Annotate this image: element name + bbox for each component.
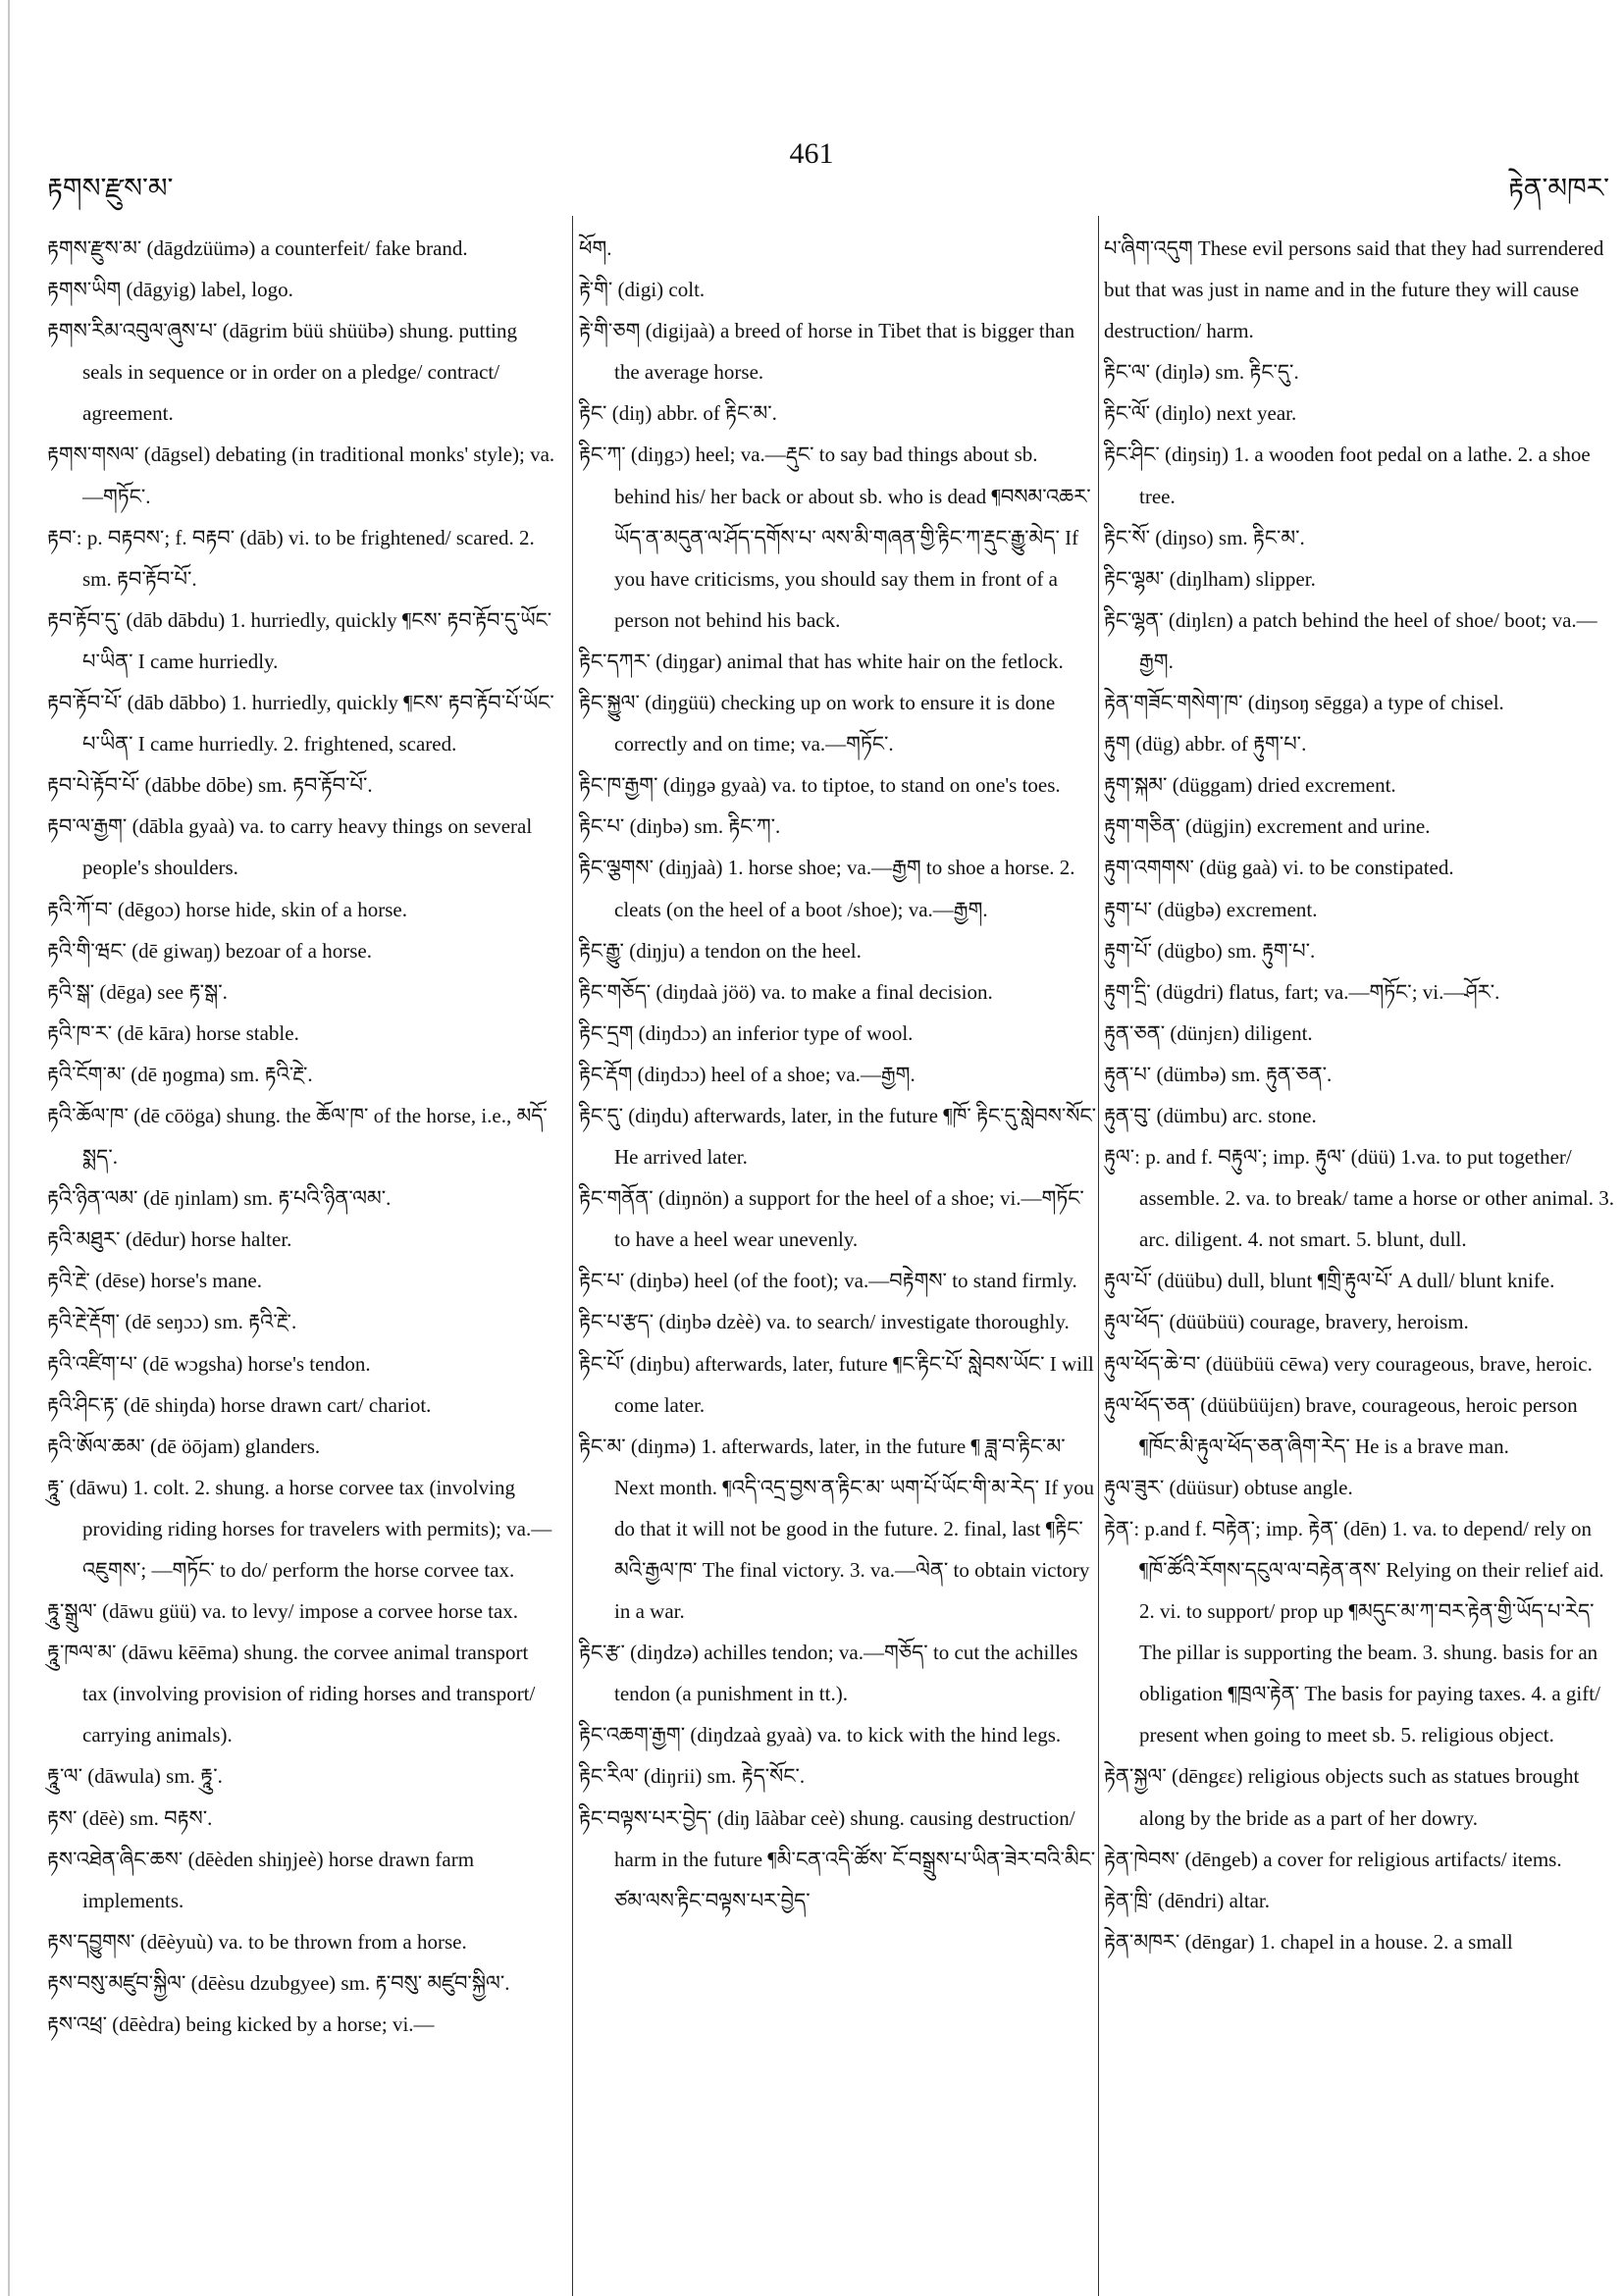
dictionary-entry: ཕོག.: [579, 236, 612, 260]
dictionary-entry: རྟུན་བུ་ (dümbu) arc. stone.: [1104, 1103, 1317, 1127]
dictionary-entry: རྟའི་འཛིག་པ་ (dē wɔgsha) horse's tendon.: [47, 1351, 371, 1376]
dictionary-entry: རྟུག་གཅིན་ (dügjin) excrement and urine.: [1104, 814, 1431, 839]
dictionary-entry: རྟུན་ཅན་ (dünjɛn) diligent.: [1104, 1020, 1313, 1045]
dictionary-entry: རྟིང་རྩ་ (diŋdzə) achilles tendon; va.—གཅོད་ to cut the achilles tendon (a punishment in tt.).: [579, 1641, 1078, 1706]
dictionary-entry: རྟའི་ཁ་ར་ (dē kāra) horse stable.: [47, 1020, 299, 1045]
dictionary-entry: རྟུལ་པོ་ (düübu) dull, blunt ¶གྲི་རྟུལ་པོ་ A dull/ blunt knife.: [1104, 1269, 1555, 1293]
dictionary-entry: རྟེན་ཁྲི་ (dēndri) altar.: [1104, 1888, 1270, 1912]
dictionary-entry: རྟུལ་ཟུར་ (düüsur) obtuse angle.: [1104, 1475, 1353, 1499]
column-divider: [1098, 216, 1099, 2296]
dictionary-entry: རྟིང་རྒྱུ་ (diŋju) a tendon on the heel.: [579, 938, 862, 963]
dictionary-entry: རྟབ་: p. བརྟབས་; f. བརྟབ་ (dāb) vi. to be frightened/ scared. 2. sm. རྟབ་རྟོབ་པོ་.: [47, 525, 535, 591]
dictionary-entry: རྟའི་ཉིན་ལམ་ (dē ŋinlam) sm. རྟ་པའི་ཉིན་ལམ་.: [47, 1186, 392, 1211]
dictionary-entry: རྟིང་ལ་ (diŋlə) sm. རྟིང་དུ་.: [1104, 360, 1299, 385]
dictionary-entry: རྟུན་པ་ (dümbə) sm. རྟུན་ཅན་.: [1104, 1062, 1333, 1086]
dictionary-entry: རྟིང་ཀ་ (diŋgɔ) heel; va.—རྡུང་ to say bad things about sb. behind his/ her back or about sb. who is dead ¶བསམ་འཆར་ཡོད་ན་མདུན་ལ་ཤོད་དགོས་པ་ ལས་མི་གཞན་གྱི་རྟིང་ཀ་རྡུང་རྒྱུ་མེད་ If you have criticisms, you should say them in front of a person not behind his back.: [579, 443, 1091, 632]
dictionary-entry: རྟེན་ཁེབས་ (dēngeb) a cover for religious artifacts/ items.: [1104, 1847, 1562, 1871]
dictionary-entry: རྟའི་མཐུར་ (dēdur) horse halter.: [47, 1227, 292, 1252]
dictionary-entry: རྟིང་ལོ་ (diŋlo) next year.: [1104, 401, 1297, 426]
dictionary-column-3: [1104, 228, 1614, 1962]
dictionary-entry: རྟས་འཐེན་ཞིང་ཆས་ (dēèden shiŋjeè) horse drawn farm implements.: [47, 1847, 475, 1912]
dictionary-entry: རྟབ་རྟོབ་པོ་ (dāb dābbo) 1. hurriedly, quickly ¶ངས་ རྟབ་རྟོབ་པོ་ཡོང་པ་ཡིན་ I came hurriedly. 2. frightened, scared.: [47, 691, 554, 757]
dictionary-entry: རྟིང་ཤིང་ (diŋsiŋ) 1. a wooden foot pedal on a lathe. 2. a shoe tree.: [1104, 443, 1591, 508]
running-head-right: རྟེན་མཁར་: [1507, 172, 1609, 204]
dictionary-entry: རྟའི་ངོག་མ་ (dē ŋogma) sm. རྟའི་རྔེ་.: [47, 1062, 313, 1086]
dictionary-entry: རྟའི་ཤིང་རྟ་ (dē shiŋda) horse drawn cart/ chariot.: [47, 1392, 432, 1417]
dictionary-entry: རྟགས་གསལ་ (dāgsel) debating (in traditional monks' style); va.—གཏོང་.: [47, 443, 555, 508]
dictionary-entry: རྟིང་རིལ་ (diŋrii) sm. རྟེད་སོང་.: [579, 1764, 806, 1789]
dictionary-column-2: [579, 228, 1097, 1921]
dictionary-entry: རྟིང་ལྕགས་ (diŋjaà) 1. horse shoe; va.—རྒྱག to shoe a horse. 2. cleats (on the heel of a boot /shoe); va.—རྒྱག.: [579, 856, 1075, 921]
dictionary-entry: རྟས་འཕྲ་ (dēèdra) being kicked by a horse; vi.—: [47, 2012, 435, 2037]
dictionary-entry: རྟིང་ཁ་རྒྱག་ (diŋgə gyaà) va. to tiptoe, to stand on one's toes.: [579, 773, 1061, 798]
dictionary-entry: རྟགས་ཡིག (dāgyig) label, logo.: [47, 278, 293, 302]
dictionary-entry: རྟུག་པོ་ (dügbo) sm. རྟུག་པ་.: [1104, 938, 1316, 963]
dictionary-entry: རྟིང་གཅོད་ (diŋdaà jöö) va. to make a final decision.: [579, 979, 993, 1004]
dictionary-entry: རྟིང་ལྷན་ (diŋlɛn) a patch behind the heel of shoe/ boot; va.—རྒྱག.: [1104, 607, 1597, 673]
dictionary-entry: རྟིང་པ་རྩད་ (diŋbə dzèè) va. to search/ investigate thoroughly.: [579, 1310, 1070, 1334]
dictionary-entry: རྟུག་འགགས་ (düg gaà) vi. to be constipated.: [1104, 856, 1454, 880]
dictionary-entry: རྟགས་རིམ་འབུལ་ཞུས་པ་ (dāgrim büü shüübə) shung. putting seals in sequence or in order on a pledge/ contract/ agreement.: [47, 319, 517, 426]
dictionary-entry: རྟེན་གཟོང་གསེག་ཁ་ (diŋsoŋ sēgga) a type of chisel.: [1104, 691, 1504, 715]
dictionary-entry: རྟེན་མཁར་ (dēngar) 1. chapel in a house. 2. a small: [1104, 1929, 1513, 1954]
dictionary-entry: རྟིང་པ་ (diŋbə) sm. རྟིང་ཀ་.: [579, 814, 781, 839]
dictionary-entry: རྟབ་རྟོབ་དུ་ (dāb dābdu) 1. hurriedly, quickly ¶ངས་ རྟབ་རྟོབ་དུ་ཡོང་པ་ཡིན་ I came hurriedly.: [47, 607, 552, 673]
dictionary-entry: རྟུག་དྲི་ (dügdri) flatus, fart; va.—གཏོང་; vi.—ཤོར་.: [1104, 979, 1500, 1004]
dictionary-entry: རྟིང་མ་ (diŋmə) 1. afterwards, later, in the future ¶ ཟླ་བ་རྟིང་མ་ Next month. ¶འདི་འདྲ་བྱས་ན་རྟིང་མ་ ཡག་པོ་ཡོང་གི་མ་རེད་ If you do that it will not be good in the future. 2. final, last ¶རྟིང་མའི་རྒྱལ་ཁ་ The final victory. 3. va.—ལེན་ to obtain victory in a war.: [579, 1434, 1095, 1624]
dictionary-entry: རྟའི་ཨོལ་ཆམ་ (dē öōjam) glanders.: [47, 1434, 321, 1458]
dictionary-entry: པ་ཞིག་འདུག These evil persons said that they had surrendered but that was just in name and in the future they will cause destruction/ harm.: [1104, 236, 1604, 343]
dictionary-entry: རྟས་བསུ་མཛུབ་སྐྱིལ་ (dēèsu dzubgyee) sm. རྟ་བསུ་ མཛུབ་སྐྱིལ་.: [47, 1970, 510, 1995]
dictionary-entry: རྟིང་བལྟས་པར་བྱེད་ (diŋ lāàbar ceè) shung. causing destruction/ harm in the future ¶མི་ངན་འདི་ཚོས་ ངོ་བསྒྲུས་པ་ཡིན་ཟེར་བའི་མིང་ཙམ་ལས་རྟིང་བལྟས་པར་བྱེད་: [579, 1805, 1096, 1912]
dictionary-column-1: [47, 228, 557, 2045]
dictionary-entry: རྟིང་དྲག (diŋdɔɔ) an inferior type of wool.: [579, 1020, 914, 1045]
dictionary-entry: རྟིང་དཀར་ (diŋgar) animal that has white hair on the fetlock.: [579, 649, 1064, 673]
dictionary-entry: རྟུལ་ཕོད་ཅན་ (düübüüjɛn) brave, courageous, heroic person ¶ཁོང་མི་རྟུལ་ཕོད་ཅན་ཞིག་རེད་ He is a brave man.: [1104, 1392, 1578, 1458]
page-number: 461: [789, 137, 834, 170]
dictionary-entry: རྟུལ་ཕོད་ཆེ་བ་ (düübüü cēwa) very courageous, brave, heroic.: [1104, 1351, 1593, 1376]
dictionary-entry: རྟིང་ལྷམ་ (diŋlham) slipper.: [1104, 566, 1316, 591]
binding-edge-line: [8, 0, 10, 2296]
dictionary-entry: རྟཱུ་སྒྲུལ་ (dāwu güü) va. to levy/ impose a corvee horse tax.: [47, 1599, 519, 1624]
dictionary-entry: རྟཱུ་ལ་ (dāwula) sm. རྟཱུ་.: [47, 1764, 223, 1789]
dictionary-entry: རྟུལ་ཕོད་ (düübüü) courage, bravery, heroism.: [1104, 1310, 1469, 1334]
dictionary-entry: རྟུལ་: p. and f. བརྟུལ་; imp. རྟུལ་ (düü) 1.va. to put together/ assemble. 2. va. to break/ tame a horse or other animal. 3. arc. diligent. 4. not smart. 5. blunt, dull.: [1104, 1145, 1615, 1252]
dictionary-entry: རྟཱུ་ཁལ་མ་ (dāwu kēēma) shung. the corvee animal transport tax (involving provision of riding horses and transport/ carrying animals).: [47, 1641, 536, 1748]
dictionary-entry: རྟེན་སྐྱལ་ (dēngɛɛ) religious objects such as statues brought along by the bride as a part of her dowry.: [1104, 1764, 1580, 1830]
running-head-left: རྟགས་རྫུས་མ་: [47, 172, 174, 204]
dictionary-entry: རྟེ་གི་ (digi) colt.: [579, 278, 706, 302]
dictionary-entry: རྟའི་རྔེ་ (dēse) horse's mane.: [47, 1269, 263, 1293]
dictionary-entry: རྟབ་པེ་རྟོབ་པོ་ (dābbe dōbe) sm. རྟབ་རྟོབ་པོ་.: [47, 773, 373, 798]
dictionary-entry: རྟའི་སྒ་ (dēga) see རྟ་སྒ་.: [47, 979, 228, 1004]
dictionary-entry: རྟིང་ (diŋ) abbr. of རྟིང་མ་.: [579, 401, 777, 426]
dictionary-entry: རྟཱུ་ (dāwu) 1. colt. 2. shung. a horse corvee tax (involving providing riding horses for travelers with permits); va.—འཇུགས་; —གཏོང་ to do/ perform the horse corvee tax.: [47, 1475, 552, 1582]
dictionary-entry: རྟའི་གི་ཝང་ (dē giwaŋ) bezoar of a horse.: [47, 938, 372, 963]
dictionary-entry: རྟུག (düg) abbr. of རྟུག་པ་.: [1104, 732, 1307, 757]
dictionary-entry: རྟུག་པ་ (dügbə) excrement.: [1104, 897, 1318, 921]
column-divider: [572, 216, 573, 2296]
dictionary-entry: རྟིང་གནོན་ (diŋnön) a support for the heel of a shoe; vi.—གཏོང་ to have a heel wear unevenly.: [579, 1186, 1084, 1252]
dictionary-entry: རྟེན་: p.and f. བརྟེན་; imp. རྟེན་ (dēn) 1. va. to depend/ rely on ¶ཁོ་ཚོའི་རོགས་དངུལ་ལ་བརྟེན་ནས་ Relying on their relief aid. 2. vi. to support/ prop up ¶མདུང་མ་ཀ་བར་རྟེན་གྱི་ཡོད་པ་རེད་ The pillar is supporting the beam. 3. shung. basis for an obligation ¶ཁྲལ་རྟེན་ The basis for paying taxes. 4. a gift/ present when going to meet sb. 5. religious object.: [1104, 1516, 1604, 1748]
dictionary-entry: རྟིང་རྡོག (diŋdɔɔ) heel of a shoe; va.—རྒྱག.: [579, 1062, 916, 1086]
dictionary-entry: རྟའི་ཆོལ་ཁ་ (dē cōöga) shung. the ཆོལ་ཁ་ of the horse, i.e., མདོ་སྨད་.: [47, 1103, 548, 1170]
dictionary-entry: རྟིང་འཆག་རྒྱག་ (diŋdzaà gyaà) va. to kick with the hind legs.: [579, 1723, 1062, 1748]
dictionary-entry: རྟབ་ལ་རྒྱག་ (dābla gyaà) va. to carry heavy things on several people's shoulders.: [47, 814, 533, 880]
dictionary-entry: རྟའི་ཀོ་བ་ (dēgoɔ) horse hide, skin of a horse.: [47, 897, 407, 921]
dictionary-entry: རྟས་ (dēè) sm. བརྟས་.: [47, 1805, 213, 1830]
dictionary-entry: རྟས་དབྱུགས་ (dēèyuù) va. to be thrown from a horse.: [47, 1929, 467, 1954]
dictionary-entry: རྟའི་རྔེ་རྡོག་ (dē seŋɔɔ) sm. རྟའི་རྔེ་.: [47, 1310, 297, 1334]
dictionary-entry: རྟིང་པ་ (diŋbə) heel (of the foot); va.—བརྟེགས་ to stand firmly.: [579, 1269, 1077, 1293]
dictionary-entry: རྟིང་སྐྱུལ་ (diŋgüü) checking up on work to ensure it is done correctly and on time; va.—གཏོང་.: [579, 691, 1056, 757]
dictionary-entry: རྟིང་དུ་ (diŋdu) afterwards, later, in the future ¶ཁོ་ རྟིང་དུ་སླེབས་སོང་ He arrived later.: [579, 1103, 1097, 1170]
dictionary-entry: རྟུག་སྐམ་ (düggam) dried excrement.: [1104, 773, 1396, 798]
dictionary-entry: རྟེ་གི་ཅག (digijaà) a breed of horse in Tibet that is bigger than the average horse.: [579, 319, 1075, 385]
dictionary-entry: རྟགས་རྫུས་མ་ (dāgdzüümə) a counterfeit/ fake brand.: [47, 236, 468, 260]
dictionary-entry: རྟིང་སོ་ (diŋso) sm. རྟིང་མ་.: [1104, 525, 1305, 549]
dictionary-entry: རྟིང་པོ་ (diŋbu) afterwards, later, future ¶ང་རྟིང་པོ་ སླེབས་ཡོང་ I will come later.: [579, 1351, 1094, 1417]
